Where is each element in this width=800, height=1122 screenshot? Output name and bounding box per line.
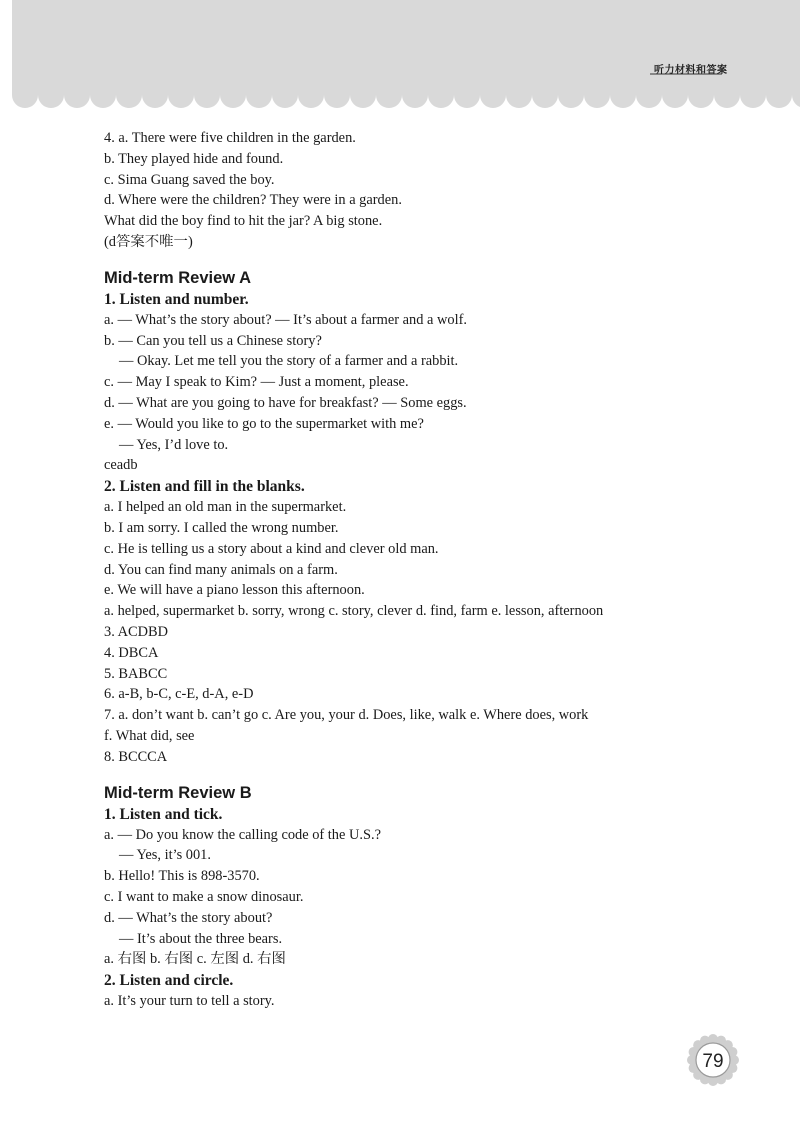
intro-block xyxy=(104,128,744,253)
intro-line: b. They played hide and found. xyxy=(104,150,284,167)
answer-line: c. He is telling us a story about a kind and clever old man. xyxy=(104,540,439,557)
intro-line: c. Sima Guang saved the boy. xyxy=(104,171,275,188)
answer-line: b. I am sorry. I called the wrong number. xyxy=(104,519,339,536)
answer-line: ceadb xyxy=(104,457,138,474)
answer-line: 8. BCCCA xyxy=(104,748,168,765)
answer-line: — It’s about the three bears. xyxy=(119,930,283,947)
answer-line: 3. ACDBD xyxy=(104,623,168,640)
intro-line: d. Where were the children? They were in a garden. xyxy=(104,192,402,209)
answer-line: 5. BABCC xyxy=(104,665,168,682)
answer-line: — Yes, it’s 001. xyxy=(119,847,211,864)
answer-line: d. — What are you going to have for breakfast? — Some eggs. xyxy=(104,394,467,411)
answer-line: d. You can find many animals on a farm. xyxy=(104,561,338,578)
header-band xyxy=(0,0,800,120)
review-b-title: Mid-term Review B xyxy=(104,783,252,802)
header-label: 听力材料和答案 xyxy=(654,65,728,76)
review-a-s1-title: 1. Listen and number. xyxy=(104,290,249,308)
answer-line: b. — Can you tell us a Chinese story? xyxy=(104,332,322,349)
answer-line: b. Hello! This is 898-3570. xyxy=(104,868,260,885)
answer-line: c. I want to make a snow dinosaur. xyxy=(104,888,304,905)
answer-line: a. helped, supermarket b. sorry, wrong c. story, clever d. find, farm e. lesson, afternoon xyxy=(104,603,604,620)
answer-line: d. — What’s the story about? xyxy=(104,909,273,926)
answer-line: c. — May I speak to Kim? — Just a moment, please. xyxy=(104,374,409,391)
page-content xyxy=(104,128,744,1012)
answer-line: — Yes, I’d love to. xyxy=(119,436,229,453)
page-number: 79 xyxy=(702,1051,724,1072)
answer-line: a. 右图 b. 右图 c. 左图 d. 右图 xyxy=(104,951,286,968)
answer-line: f. What did, see xyxy=(104,727,195,744)
answer-line: a. It’s your turn to tell a story. xyxy=(104,993,275,1010)
answer-line: — Okay. Let me tell you the story of a farmer and a rabbit. xyxy=(119,353,459,370)
answer-line: 4. DBCA xyxy=(104,644,159,661)
intro-line: 4. a. There were five children in the garden. xyxy=(104,130,356,146)
review-a-title: Mid-term Review A xyxy=(104,268,252,287)
answer-line: e. We will have a piano lesson this afternoon. xyxy=(104,582,365,599)
review-b-s1-title: 1. Listen and tick. xyxy=(104,805,223,823)
review-a-s2-title: 2. Listen and fill in the blanks. xyxy=(104,478,305,496)
answer-line: a. — Do you know the calling code of the U.S.? xyxy=(104,826,381,843)
review-b-s2-title: 2. Listen and circle. xyxy=(104,972,234,990)
intro-line: (d答案不唯一) xyxy=(104,233,193,250)
answer-line: a. — What’s the story about? — It’s about a farmer and a wolf. xyxy=(104,311,467,328)
answer-line: 7. a. don’t want b. can’t go c. Are you, your d. Does, like, walk e. Where does, work xyxy=(104,707,589,724)
answer-line: a. I helped an old man in the supermarket. xyxy=(104,499,347,516)
page-number-badge xyxy=(684,1034,742,1086)
answer-line: 6. a-B, b-C, c-E, d-A, e-D xyxy=(104,686,254,703)
answer-line: e. — Would you like to go to the supermarket with me? xyxy=(104,415,424,432)
intro-line: What did the boy find to hit the jar? A big stone. xyxy=(104,213,383,230)
